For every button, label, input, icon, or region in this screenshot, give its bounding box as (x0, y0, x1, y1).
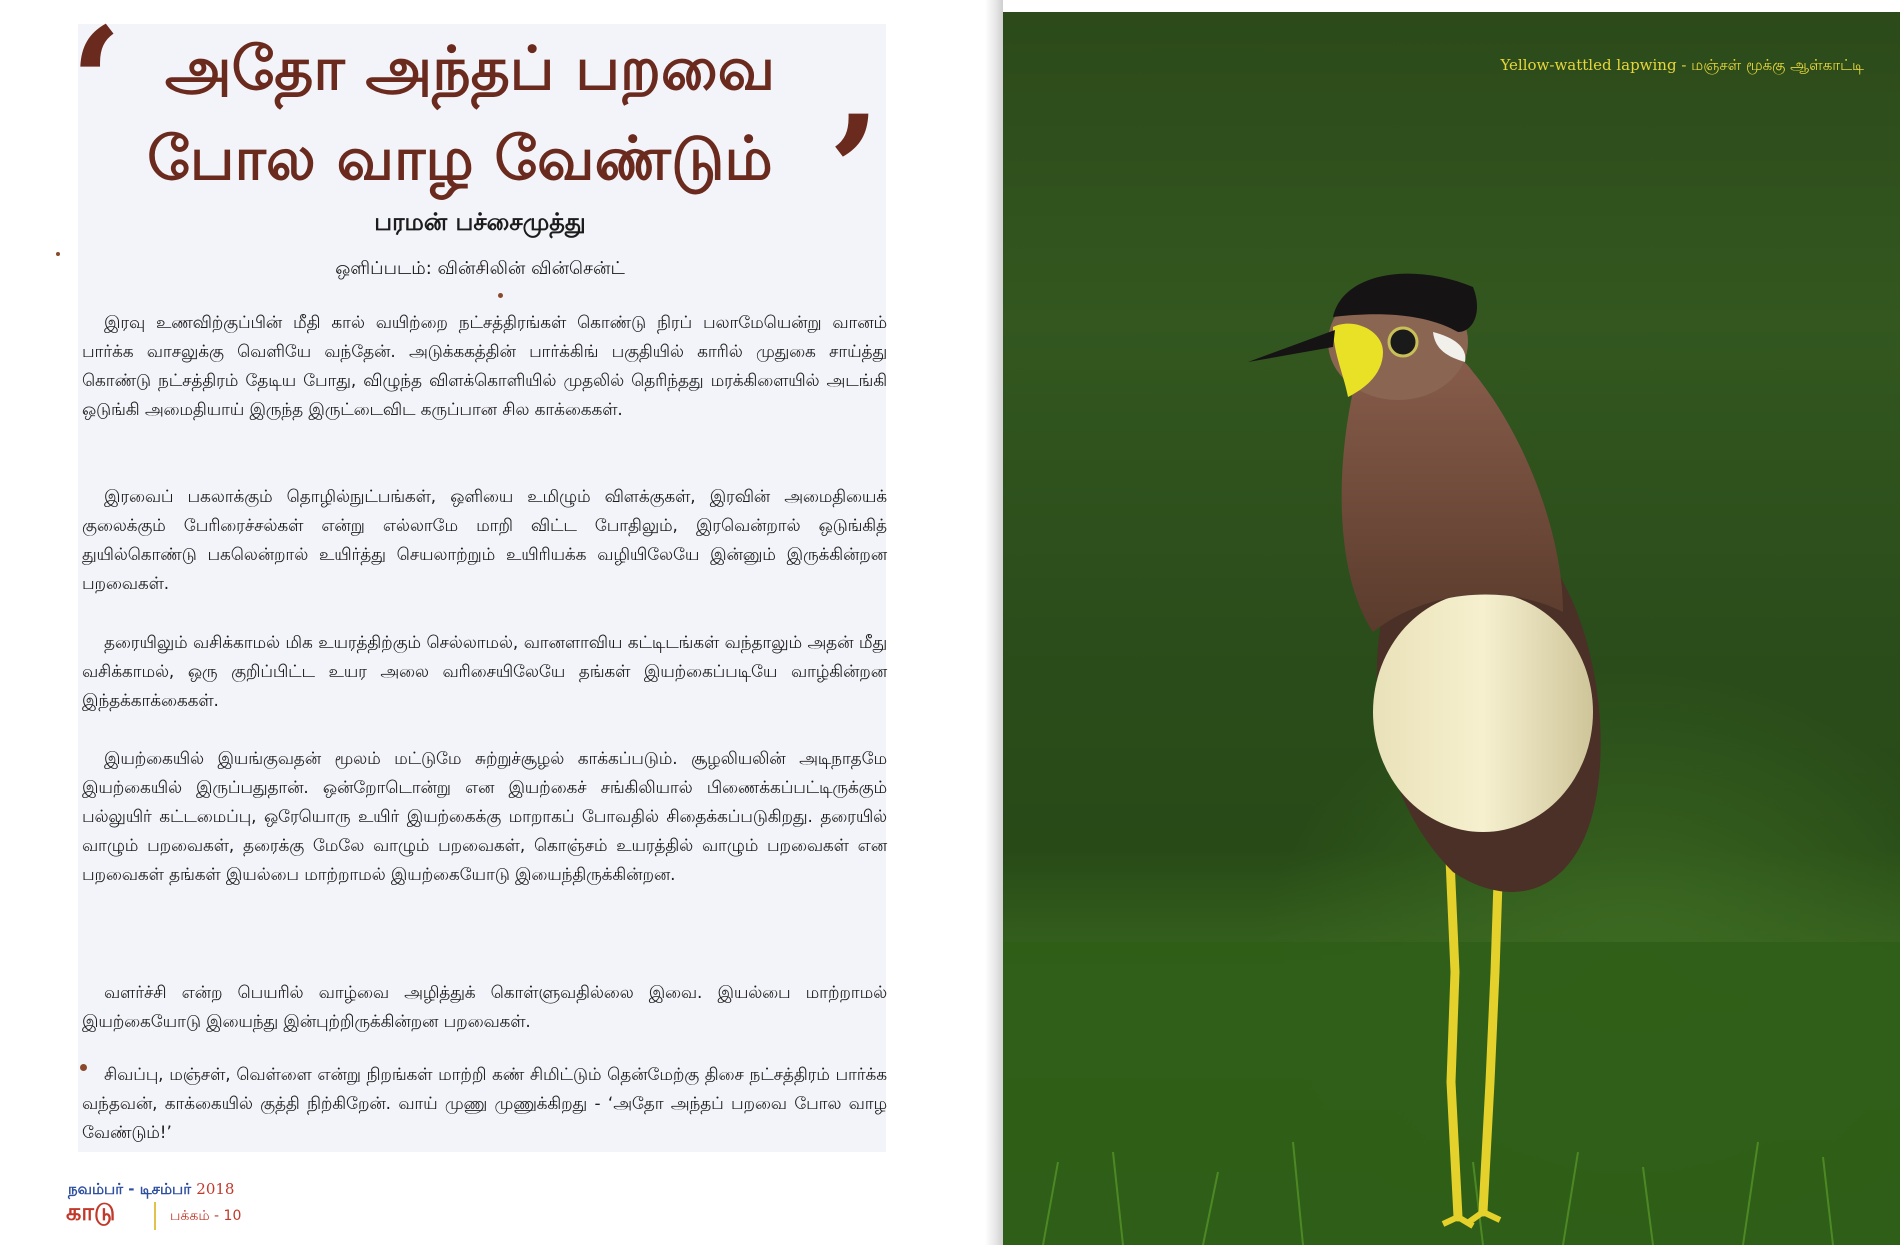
magazine-logo: காடு (66, 1198, 116, 1226)
footer-divider (154, 1202, 156, 1230)
closing-quote-mark: ’ (828, 83, 881, 259)
article-paragraph: சிவப்பு, மஞ்சள், வெள்ளை என்று நிறங்கள் மாற்றி கண் சிமிட்டும் தென்மேற்கு திசை நட்சத்திரம் பார்க்க வந்தவன், காக்கையில் குத்தி நிற்கிறேன். வாய் முணு முணுக்கிறது - ‘அதோ அந்தப் பறவை போல வாழ வேண்டும்!’ (82, 1064, 887, 1142)
photo-caption: Yellow-wattled lapwing - மஞ்சள் மூக்கு ஆள்காட்டி (1500, 56, 1864, 74)
page-number: பக்கம் - 10 (170, 1208, 242, 1224)
print-speck (498, 293, 503, 298)
page-gutter (985, 0, 1003, 1245)
footer-year: 2018 (196, 1180, 235, 1198)
author-name: பரமன் பச்சைமுத்து (374, 208, 586, 236)
print-speck (56, 252, 60, 256)
opening-quote-mark: ‘ (70, 0, 123, 171)
footer-issue-date (68, 1180, 234, 1200)
article-paragraph: இரவைப் பகலாக்கும் தொழில்நுட்பங்கள், ஒளியை உமிழும் விளக்குகள், இரவின் அமைதியைக் குலைக்கும் பேரிரைச்சல்கள் என்று எல்லாமே மாறி விட்ட போதிலும், இரவென்றால் ஒடுங்கித் துயில்கொண்டு பகலென்றால் உயிர்த்து செயலாற்றும் உயிரியக்க வழியிலேயே இன்னும் இருக்கின்றன பறவைகள். (82, 486, 887, 593)
article-paragraph: இரவு உணவிற்குப்பின் மீதி கால் வயிற்றை நட்சத்திரங்கள் கொண்டு நிரப் பலாமேயென்று வானம் பார்க்க வாசலுக்கு வெளியே வந்தேன். அடுக்ககத்தின் பார்க்கிங் பகுதியில் காரில் முதுகை சாய்த்து கொண்டு நட்சத்திரம் தேடிய போது, விழுந்த விளக்கொளியில் முதலில் தெரிந்தது மரக்கிளையில் அடங்கி ஒடுங்கி அமைதியாய் இருந்த இருட்டைவிட கருப்பான சில காக்கைகள். (82, 312, 887, 419)
article-title-line-1: அதோ அந்தப் பறவை (164, 34, 776, 104)
article-title-line-2: போல வாழ வேண்டும் (147, 124, 773, 194)
yellow-wattled-lapwing-illustration (1003, 12, 1900, 1245)
article-paragraph: வளர்ச்சி என்ற பெயரில் வாழ்வை அழித்துக் கொள்ளுவதில்லை இவை. இயல்பை மாற்றாமல் இயற்கையோடு இயைந்து இன்புற்றிருக்கின்றன பறவைகள். (82, 982, 887, 1031)
footer-issue: நவம்பர் - டிசம்பர் (68, 1180, 192, 1198)
article-paragraph: இயற்கையில் இயங்குவதன் மூலம் மட்டுமே சுற்றுச்சூழல் காக்கப்படும். சூழலியலின் அடிநாதமே இயற்கையில் இருப்பதுதான். ஒன்றோடொன்று என இயற்கைச் சங்கிலியால் பிணைக்கப்பட்டிருக்கும் பல்லுயிர் கட்டமைப்பு, ஒரேயொரு உயிர் இயற்கைக்கு மாறாகப் போவதில் சிதைக்கப்படுகிறது. தரையில் வாழும் பறவைகள், தரைக்கு மேலே வாழும் பறவைகள், கொஞ்சம் உயரத்தில் வாழும் பறவைகள் என பறவைகள் தங்கள் இயல்பை மாற்றாமல் இயற்கையோடு இயைந்திருக்கின்றன. (82, 748, 887, 884)
bird-photo (1003, 12, 1900, 1245)
photo-credit: ஒளிப்படம்: வின்சிலின் வின்சென்ட் (335, 258, 625, 279)
article-paragraph: தரையிலும் வசிக்காமல் மிக உயரத்திற்கும் செல்லாமல், வானளாவிய கட்டிடங்கள் வந்தாலும் அதன் மீது வசிக்காமல், ஒரு குறிப்பிட்ட உயர அலை வரிசையிலேயே தங்கள் இயற்கைப்படியே வாழ்கின்றன இந்தக்காக்கைகள். (82, 632, 887, 710)
